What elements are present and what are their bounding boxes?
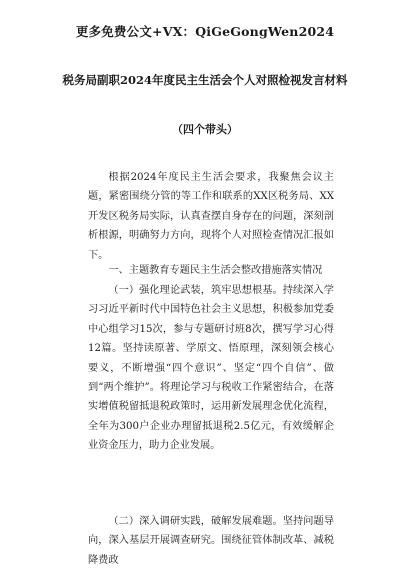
paragraph-research-text: （二）深入调研实践，破解发展难题。坚持问题导向，深入基层开展调查研究。围绕征管体制改革、减税降费政 <box>88 516 334 566</box>
intro-paragraph <box>88 168 334 265</box>
paragraph-theory-text: （一）强化理论武装，筑牢思想根基。持续深入学习习近平新时代中国特色社会主义思想，积极参加党委中心组学习15次，参与专题研讨班8次，撰写学习心得12篇。坚持读原著、学原文、悟原理，深刻领会核心要义，不断增强“四个意识”、坚定“四个自信”、做到“两个维护”。将理论学习与税收工作紧密结合，在落实增值税留抵退税政策时，运用新发展理念优化流程，全年为300户企业办理留抵退税2.5亿元，有效缓解企业资金压力，助力企业发展。 <box>88 285 334 452</box>
document-subtitle: （四个带头） <box>172 123 238 136</box>
section-heading: 一、主题教育专题民主生活会整改措施落实情况 <box>108 265 323 276</box>
paragraph-theory <box>88 281 334 456</box>
intro-paragraph-text: 根据2024年度民主生活会要求，我聚焦会议主题，紧密围绕分管的等工作和联系的XX区税务局、XX开发区税务局实际，认真查摆自身存在的问题，深刻剖析根源，明确努力方向，现将个人对照检查情况汇报如下。 <box>88 172 334 261</box>
paragraph-research <box>88 512 334 570</box>
watermark-header: 更多免费公文+VX：QiGeGongWen2024 <box>75 24 335 39</box>
document-title: 税务局副职2024年度民主生活会个人对照检视发言材料 <box>62 73 348 87</box>
